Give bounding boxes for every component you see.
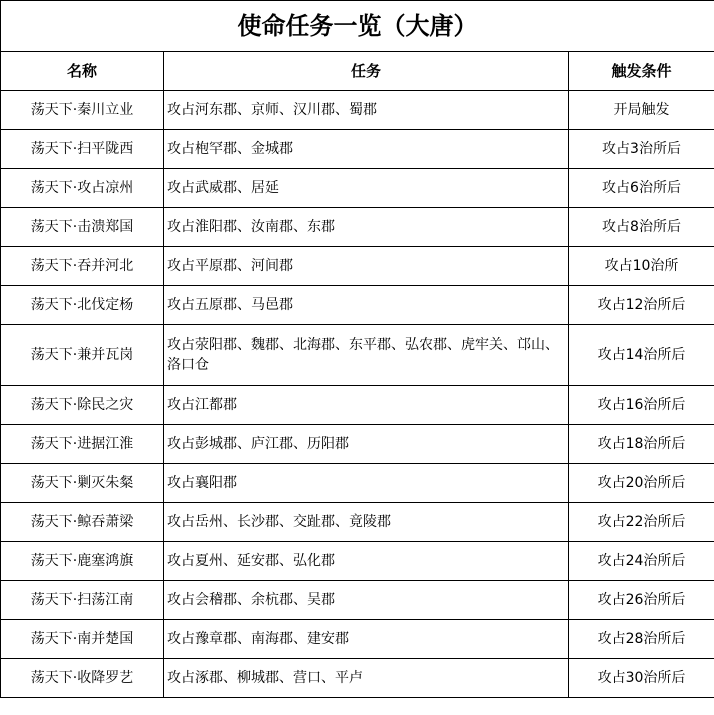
mission-task: 攻占平原郡、河间郡 <box>164 247 569 286</box>
mission-name: 荡天下·击溃郑国 <box>1 208 164 247</box>
table-row <box>1 130 714 169</box>
table-row <box>1 286 714 325</box>
mission-name: 荡天下·收降罗艺 <box>1 659 164 698</box>
mission-condition: 攻占16治所后 <box>569 386 714 425</box>
mission-name: 荡天下·北伐定杨 <box>1 286 164 325</box>
mission-name: 荡天下·除民之灾 <box>1 386 164 425</box>
mission-name: 荡天下·扫荡江南 <box>1 581 164 620</box>
mission-name: 荡天下·鲸吞萧梁 <box>1 503 164 542</box>
mission-condition: 攻占3治所后 <box>569 130 714 169</box>
mission-condition: 攻占8治所后 <box>569 208 714 247</box>
title-row <box>1 1 714 52</box>
mission-task: 攻占江都郡 <box>164 386 569 425</box>
mission-task: 攻占豫章郡、南海郡、建安郡 <box>164 620 569 659</box>
table-row <box>1 386 714 425</box>
table-row <box>1 581 714 620</box>
mission-condition: 攻占18治所后 <box>569 425 714 464</box>
mission-task: 攻占河东郡、京师、汉川郡、蜀郡 <box>164 91 569 130</box>
table-row <box>1 503 714 542</box>
mission-name: 荡天下·鹿塞鸿旗 <box>1 542 164 581</box>
table-row <box>1 620 714 659</box>
mission-condition: 攻占22治所后 <box>569 503 714 542</box>
mission-condition: 攻占28治所后 <box>569 620 714 659</box>
mission-task: 攻占岳州、长沙郡、交趾郡、竟陵郡 <box>164 503 569 542</box>
header-name: 名称 <box>1 52 164 91</box>
table-row <box>1 464 714 503</box>
mission-task: 攻占武威郡、居延 <box>164 169 569 208</box>
table-row <box>1 208 714 247</box>
mission-name: 荡天下·秦川立业 <box>1 91 164 130</box>
mission-name: 荡天下·剿灭朱粲 <box>1 464 164 503</box>
mission-name: 荡天下·吞并河北 <box>1 247 164 286</box>
mission-name: 荡天下·兼并瓦岗 <box>1 325 164 386</box>
header-row <box>1 52 714 91</box>
mission-condition: 攻占10治所 <box>569 247 714 286</box>
mission-task: 攻占荥阳郡、魏郡、北海郡、东平郡、弘农郡、虎牢关、邙山、洛口仓 <box>164 325 569 386</box>
mission-name: 荡天下·攻占凉州 <box>1 169 164 208</box>
mission-task: 攻占五原郡、马邑郡 <box>164 286 569 325</box>
table-title: 使命任务一览（大唐） <box>1 1 714 52</box>
mission-condition: 攻占12治所后 <box>569 286 714 325</box>
mission-task: 攻占襄阳郡 <box>164 464 569 503</box>
table-row <box>1 425 714 464</box>
mission-name: 荡天下·南并楚国 <box>1 620 164 659</box>
mission-name: 荡天下·扫平陇西 <box>1 130 164 169</box>
mission-condition: 攻占6治所后 <box>569 169 714 208</box>
header-task: 任务 <box>164 52 569 91</box>
table-row <box>1 247 714 286</box>
mission-task: 攻占彭城郡、庐江郡、历阳郡 <box>164 425 569 464</box>
header-condition: 触发条件 <box>569 52 714 91</box>
mission-condition: 攻占24治所后 <box>569 542 714 581</box>
mission-condition: 攻占26治所后 <box>569 581 714 620</box>
table-row <box>1 542 714 581</box>
table-row <box>1 169 714 208</box>
mission-condition: 开局触发 <box>569 91 714 130</box>
mission-task: 攻占涿郡、柳城郡、营口、平卢 <box>164 659 569 698</box>
mission-condition: 攻占20治所后 <box>569 464 714 503</box>
mission-task: 攻占夏州、延安郡、弘化郡 <box>164 542 569 581</box>
table-row <box>1 659 714 698</box>
mission-task: 攻占会稽郡、余杭郡、吴郡 <box>164 581 569 620</box>
mission-name: 荡天下·进据江淮 <box>1 425 164 464</box>
mission-condition: 攻占14治所后 <box>569 325 714 386</box>
table-row <box>1 325 714 386</box>
mission-task: 攻占淮阳郡、汝南郡、东郡 <box>164 208 569 247</box>
mission-task: 攻占枹罕郡、金城郡 <box>164 130 569 169</box>
table-row <box>1 91 714 130</box>
mission-condition: 攻占30治所后 <box>569 659 714 698</box>
